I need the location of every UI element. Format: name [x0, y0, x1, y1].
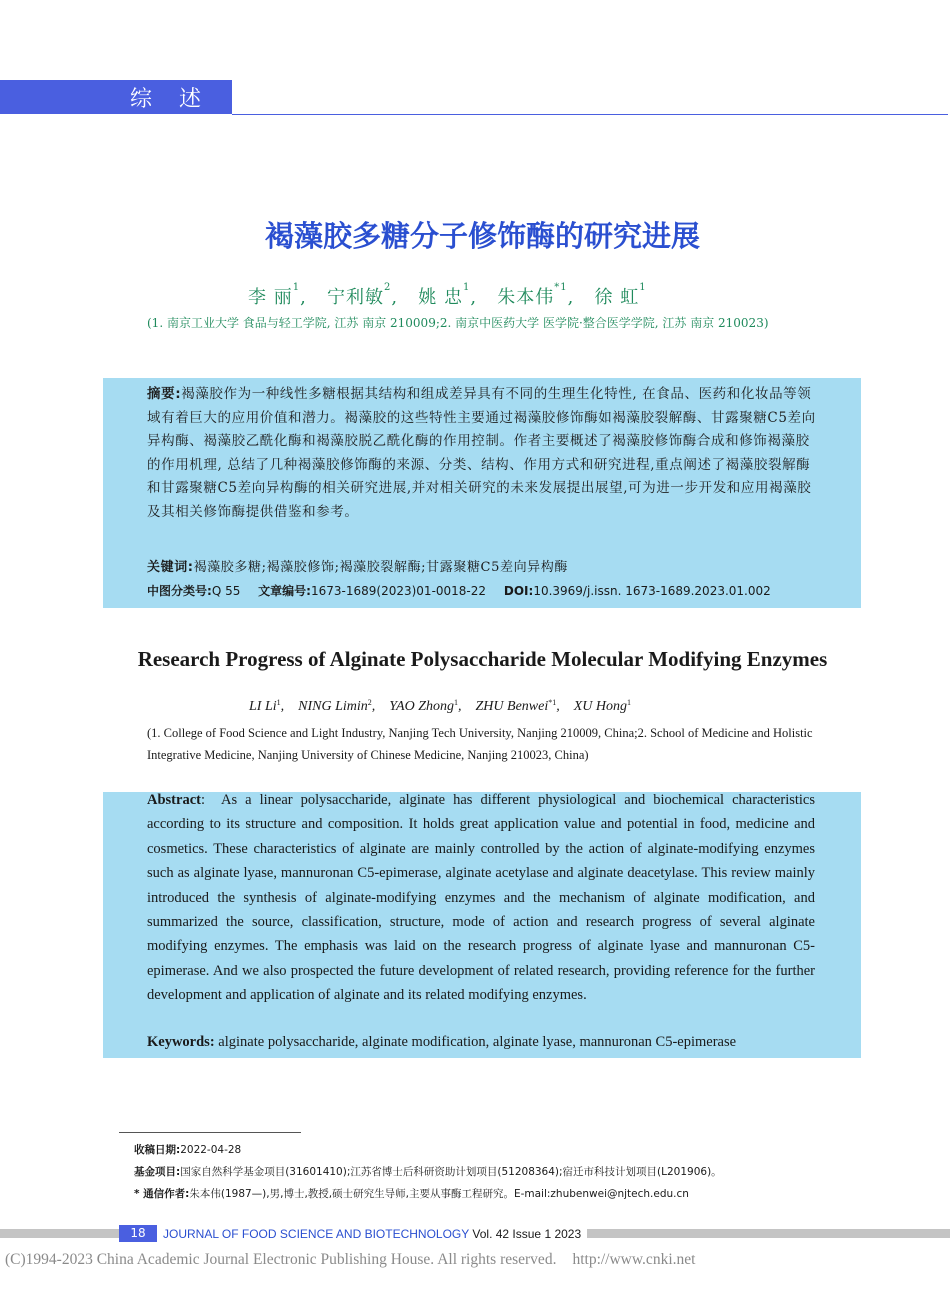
page-number: 18	[119, 1225, 157, 1242]
cn-abstract-text: 褐藻胶作为一种线性多糖根据其结构和组成差异具有不同的生理生化特性, 在食品、医药和化妆品等领域有着巨大的应用价值和潜力。褐藻胶的这些特性主要通过褐藻胶修饰酶如褐藻胶裂解酶、甘露聚糖C5差向异构酶、褐藻胶乙酰化酶和褐藻胶脱乙酰化酶的作用控制。作者主要概述了褐藻胶修饰酶合成和修饰褐藻胶的作用机理, 总结了几种褐藻胶修饰酶的来源、分类、结构、作用方式和研究进程,重点阐述了褐藻胶裂解酶和甘露聚糖C5差向异构酶的相关研究进展,并对相关研究的未来发展提出展望,可为进一步开发和应用褐藻胶及其相关修饰酶提供借鉴和参考。	[147, 386, 816, 520]
cn-keywords	[147, 556, 817, 575]
cn-abstract-label: 摘要:	[147, 386, 182, 402]
cn-authors: 李 丽$^1$, 宁利敏$^2$, 姚 忠$^1$, 朱本伟$^{*1}$, 徐 虹$^1$	[248, 282, 647, 308]
article-no-label: 文章编号:	[258, 584, 311, 598]
en-author-sup: 1	[276, 698, 281, 707]
en-abstract-label: Abstract	[147, 792, 201, 808]
footnote-received	[134, 1139, 854, 1161]
en-author-name: ZHU Benwei	[475, 699, 549, 714]
cn-author-sup: 2	[384, 282, 392, 293]
cn-abstract	[147, 383, 817, 524]
copyright-text: (C)1994-2023 China Academic Journal Electronic Publishing House. All rights reserved.	[5, 1251, 557, 1268]
cn-title: 褐藻胶多糖分子修饰酶的研究进展	[264, 219, 700, 253]
en-title: Research Progress of Alginate Polysaccharide Molecular Modifying Enzymes	[137, 647, 828, 671]
cn-author-name: 李 丽	[248, 287, 293, 308]
cn-affiliation: (1. 南京工业大学 食品与轻工学院, 江苏 南京 210009;2. 南京中医药大学 医学院·整合医学学院, 江苏 南京 210023)	[147, 316, 769, 330]
section-rule	[232, 114, 948, 115]
doi-label: DOI:	[503, 584, 534, 598]
cn-classification	[147, 582, 837, 599]
cn-author-name: 宁利敏	[327, 287, 384, 308]
footnote-rule	[119, 1132, 301, 1133]
doi-value: 10.3969/j.issn. 1673-1689.2023.01.002	[533, 584, 771, 598]
en-authors: LI Li$^1$, NING Limin$^2$, YAO Zhong$^1$, ZHU Benwei$^{*1}$, XU Hong$^1$	[249, 698, 632, 714]
cn-author-sup: 1	[463, 282, 471, 293]
footer-left-bar	[0, 1229, 119, 1238]
received-label: 收稿日期:	[134, 1144, 181, 1156]
en-keywords	[147, 1034, 837, 1051]
fund-value: 国家自然科学基金项目(31601410);江苏省博士后科研资助计划项目(51208364);宿迁市科技计划项目(L201906)。	[180, 1166, 722, 1178]
en-author-name: LI Li	[249, 699, 277, 714]
en-abstract-text: As a linear polysaccharide, alginate has different physiological and biochemical characteristics according to its structure and composition. It holds great application value and potential in food, medicine and cosmetics. These characteristics of alginate are mainly controlled by the action of alginate-modifying enzymes such as alginate lyase, mannuronan C5-epimerase, alginate acetylase and alginate deacetylase. This review mainly introduced the synthesis of alginate-modifying enzymes and the mechanism of alginate modification, and summarized the source, classification, structure, mode of action and research progress of several alginate modifying enzymes. The emphasis was laid on the research progress of alginate lyase and mannuronan C5-epimerase. And we also prospected the future development of related research, providing reference for the further development and application of alginate and its related modifying enzymes.	[147, 792, 816, 1004]
fund-label: 基金项目:	[134, 1166, 181, 1178]
clc-label: 中图分类号:	[147, 584, 212, 598]
clc-value: Q 55	[211, 584, 241, 598]
cn-keywords-text: 褐藻胶多糖;褐藻胶修饰;褐藻胶裂解酶;甘露聚糖C5差向异构酶	[193, 560, 568, 575]
en-abstract: Abstract: As a linear polysaccharide, alginate has different physiological and biochemical characteristics according to its structure and composition. It holds great application value and potential in food, medicine and cosmetics. These characteristics of alginate are mainly controlled by the action of alginate-modifying enzymes such as alginate lyase, mannuronan C5-epimerase, alginate acetylase and alginate deacetylase. This review mainly introduced the synthesis of alginate-modifying enzymes and the mechanism of alginate modification, and summarized the source, classification, structure, mode of action and research progress of several alginate modifying enzymes. The emphasis was laid on the research progress of alginate lyase and mannuronan C5-epimerase. And we also prospected the future development of related research, providing reference for the further development and application of alginate and its related modifying enzymes.	[147, 792, 816, 1004]
footnote-fund	[134, 1161, 854, 1183]
en-author-sup: 1	[454, 698, 459, 707]
footnote-corresponding	[134, 1183, 854, 1205]
corresponding-value: 朱本伟(1987—),男,博士,教授,硕士研究生导师,主要从事酶工程研究。E-mail:zhubenwei@njtech.edu.cn	[189, 1188, 689, 1200]
journal-issue: Vol. 42 Issue 1 2023	[472, 1226, 582, 1241]
section-tab	[0, 80, 232, 114]
cn-author-sup: 1	[639, 282, 647, 293]
en-author-name: XU Hong	[573, 699, 628, 714]
cn-author-sup: *1	[554, 282, 568, 293]
corresponding-label: * 通信作者:	[134, 1188, 190, 1200]
en-author-name: NING Limin	[298, 699, 368, 714]
en-author-sup: *1	[548, 698, 557, 707]
en-keywords-label: Keywords:	[147, 1034, 215, 1050]
cn-keywords-label: 关键词:	[147, 560, 194, 575]
footer-right-bar	[587, 1229, 950, 1238]
journal-name: JOURNAL OF FOOD SCIENCE AND BIOTECHNOLOGY	[163, 1226, 470, 1241]
footer-journal	[157, 1227, 587, 1241]
en-keywords-text: alginate polysaccharide, alginate modification, alginate lyase, mannuronan C5-epimerase	[218, 1034, 737, 1050]
cn-author-name: 朱本伟	[497, 287, 555, 308]
article-no-value: 1673-1689(2023)01-0018-22	[310, 584, 487, 598]
copyright-line	[5, 1251, 945, 1269]
en-affiliation: (1. College of Food Science and Light Industry, Nanjing Tech University, Nanjing 210009, China;2. School of Medicine and Holistic Integrative Medicine, Nanjing University of Chinese Medicine, Nanjing 210023, China)	[147, 726, 813, 762]
cn-author-sup: 1	[292, 282, 301, 293]
footnotes	[134, 1139, 854, 1205]
en-author-name: YAO Zhong	[389, 699, 455, 714]
cn-author-name: 姚 忠	[418, 287, 463, 308]
copyright-url[interactable]: http://www.cnki.net	[572, 1251, 696, 1268]
en-author-sup: 1	[627, 698, 632, 707]
en-author-sup: 2	[367, 698, 372, 707]
footer-bar	[0, 1225, 950, 1242]
cn-author-name: 徐 虹	[594, 287, 640, 308]
received-value: 2022-04-28	[180, 1144, 242, 1156]
section-label: 综 述	[130, 86, 211, 112]
